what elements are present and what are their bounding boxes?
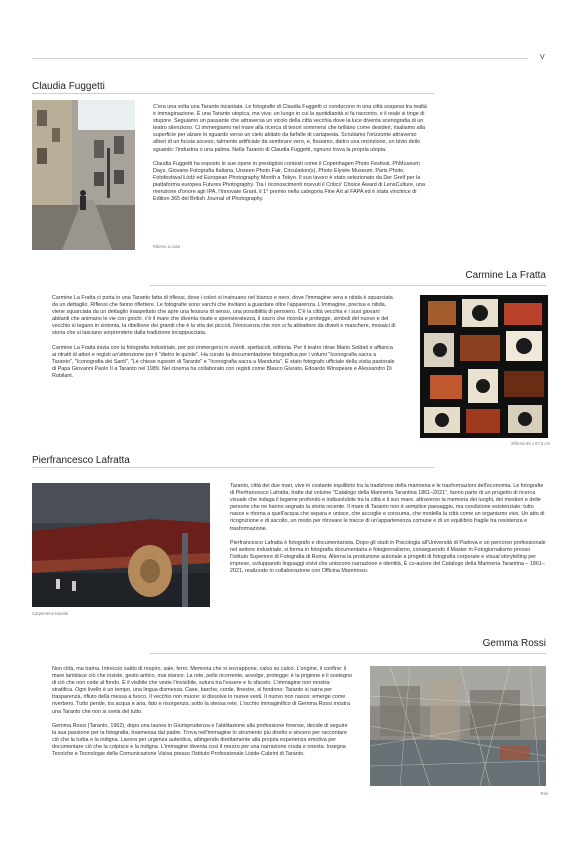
- section-rule: [32, 467, 434, 468]
- photo-riflessi: [420, 295, 548, 438]
- photo-caption: Ritorno a casa: [153, 244, 180, 249]
- photo-caption: Carpenteria Navale: [32, 611, 69, 616]
- section-title-carmine-la-fratta: Carmine La Fratta: [465, 270, 546, 281]
- section-text-claudia-fuggetti: [153, 104, 431, 203]
- paragraph-biography: Gemma Rossi (Taranto, 1962), dopo una laurea in Giurisprudenza e l'abilitazione alla professione forense, decide di seguire la sua passione per la fotografia, trasmessa dal padre. Trova nell'immagine lo strumento più diretto e sincero per raccontare ciò che la turba e la indigna. Lavora per urgenza autentica, attingendo direttamente alla propria esperienza emotiva per documentare ciò che la colpisce e la indigna. L'immagine diventa così il mezzo per una narrazione cruda e onesta. Insegna Tecniche e Tecnologie della Comunicazione Visiva presso l'Istituto Professionale Liside-Cabrini di Taranto.: [52, 722, 348, 758]
- paragraph-description: Taranto, città dei due mari, vive in costante equilibrio tra la tradizione della marineria e le trasformazioni dell'economia. Le fotografie di Pierfrancesco Lafratta, tratte dal volume "Catalogo della Marineria Tarantina 1861–2021", fanno parte di un progetto di ricerca visuale che indaga il legame profondo e indissolubile tra la città e il suo mare, attraverso la memoria dei luoghi, dei mestieri e delle persone che ne hanno segnato la storia recente. Il mare di Taranto non è semplice paesaggio, ma condizione esistenziale: tutto nasce e ritorna a quell'acqua che separa e unisce, che accoglie e consuma, che modella la città come un organismo vivo. Un atto di ricognizione e di ascolto, un modo per ritrovare le tracce di un'appartenenza comune e di un equilibrio fragile tra resistenza e trasformazione.: [230, 483, 545, 532]
- section-rule: [150, 653, 546, 654]
- section-rule: [150, 285, 546, 286]
- paragraph-description: Carmine La Fratta ci porta in una Taranto fatta di riflessi, dove i colori si insinuano nel bianco e nero, dove l'immagine vera e nitida è squarciata da un dettaglio. Riflessi che fanno riflettere. Le fotografie sono varchi che invitano a guardare oltre l'apparenza. L'immagine, precisa e nitida, viene squarciata da un dettaglio inaspettato che apre una fessura di senso, una possibilità di pensiero. C'è la città vecchia e i suoi giovani abitanti che animano le vie con giochi, c'è il mare che diventa risate e spensieratezza, il sacro che ricorda e protegge, simboli del nuovo e del vecchio si legano in sintonia, la ribellione dei grandi che è la vita dei piccoli, l'innocenza che non si fa abbattere da divieti e maschere, mosaici di storia che si lasciano sorprendere dalla tradizione incappucciata.: [52, 295, 396, 337]
- section-title-pierfrancesco-lafratta: Pierfrancesco Lafratta: [32, 455, 130, 466]
- paragraph-biography: Claudia Fuggetti ha esposto le sue opere in prestigiosi contesti come il Copenhagen Photo Festival, PhMuseum Days, Giovane Fotografia Italiana, Unseen Photo Fair, Circulation(s), Photo Elysée Museum, Paris Photo, Fotofestiwal Łódź ed European Photography Month a Tokyo. Il suo lavoro è stato selezionato da Der Greif per la piattaforma europea Futures Photography. Tra i riconoscimenti ricevuti il Critics' Choice Award di LensCulture, una menzione d'onore agli IPA, l'Innovate Grant, il 1° premio nella categoria Fine Art al FAPA ed è stata vincitrice di Edition 365 del British Journal of Photography.: [153, 160, 425, 203]
- section-title-claudia-fuggetti: Claudia Fuggetti: [32, 81, 105, 92]
- photo-reti: [370, 666, 546, 786]
- section-title-gemma-rossi: Gemma Rossi: [482, 638, 546, 649]
- photo-ritorno-a-casa: [32, 100, 135, 250]
- photo-caption: Reti: [540, 791, 548, 796]
- photo-caption: Riflessi 80 x 67,5 cm: [511, 441, 550, 446]
- paragraph-biography: Pierfrancesco Lafratta è fotografo e documentarista. Dopo gli studi in Psicologia all'Università di Padova e un percorso professionale nel settore industriale, si forma in fotografia documentaria e fotogiornalismo, conseguendo il Master in Fotogiornalismo presso l'Istituto Superiore di Fotografia di Roma. Alterna la produzione autoriale a progetti di fotografia corporate e visual storytelling per imprese, sviluppando linguaggi visivi che uniscono narrazione e identità. È co-autore del Catalogo della Marineria Tarantina – 1861–2021, realizzato in collaborazione con Officina Maremoso.: [230, 539, 546, 575]
- photo-carpenteria-navale: [32, 483, 210, 607]
- page-number: V: [540, 54, 545, 61]
- section-rule: [32, 93, 434, 94]
- paragraph-biography: Carmine La Fratta inizia con la fotografia industriale, per poi immergersi in eventi, spettacoli, editoria. Per il teatro ritrae Mario Soldati e affianca ai ritratti di attori e registi un'attenzione per il "dietro le quinte". Ha curato la documentazione fotografica per i volumi "Iconografia sacra a Taranto", "Iconografia dei Santi", "Le chiese rupestri di Taranto" e "Iconografia sacra a Manduria". È stato fotografo ufficiale della visita pastorale di Papa Giovanni Paolo II a Taranto nel 1989. Nel cinema ha collaborato con registi come Blasco Giurato, Edoardo Winspeare e Alessandro Di Robilant.: [52, 344, 395, 379]
- paragraph-description: Non città, ma trama. Intreccio saldo di respiro, sale, ferro. Memoria che si sovrappone, calco su calco. L'origine, il confine: il mare lambisce ciò che insiste, gesto antico, mai stanco. La rete, pelle ricorrente, avvolge, protegge: è la prigione e il sostegno di ciò che non cede al fondo. È il visibile che veste l'invisibile, sutura tra l'essere e lo sfacelo. L'immagine non mostra: stratifica. Ogni livello è un tempo, una lingua dismessa. Case, barche, corde, finestre, sì fondono: Taranto si narra per trasparenza, rifiuto della messa a fuoco. Il vecchio non muore: si dissolve in nuove vesti. Il nuovo non nasce: emerge come riverbero. Tutto pende, tra acqua e aria, fato e risorgenza, sotto la stessa rete. L'occhio immaginifico di Gemma Rossi mostra una Taranto che non si svela del tutto.: [52, 666, 352, 715]
- section-text-pierfrancesco-lafratta: [230, 483, 546, 575]
- section-text-gemma-rossi: [52, 666, 352, 758]
- top-rule: [32, 58, 528, 59]
- paragraph-description: C'era una volta una Taranto incantata. Le fotografie di Claudia Fuggetti ci conducono in una città sospesa tra realtà e immaginazione. È una Taranto utopica, ma viva: un luogo in cui la quotidianità si fa racconto, e il reale si tinge di stupore. Seguiamo un passante che attraversa un vicolo della città vecchia dove la luce diventa scenografia di un teatro silenzioso. Ci immergiamo nel mare alla ricerca di tesori sommersi che brillano come desideri, risaliamo alla superficie per alzare lo sguardo verso un cielo abitato da farfalle di cartapesta. Scrutiamo l'orizzonte attraverso alberi di un fucsia acceso, talmente artificiale da sembrare vero, e, fissiamo, dietro una recinzione, un bivio dello sguardo: l'industria o una palma. Nella Taranto di Claudia Fuggetti, ognuno trova la propria utopia.: [153, 104, 427, 153]
- section-text-carmine-la-fratta: [52, 295, 398, 380]
